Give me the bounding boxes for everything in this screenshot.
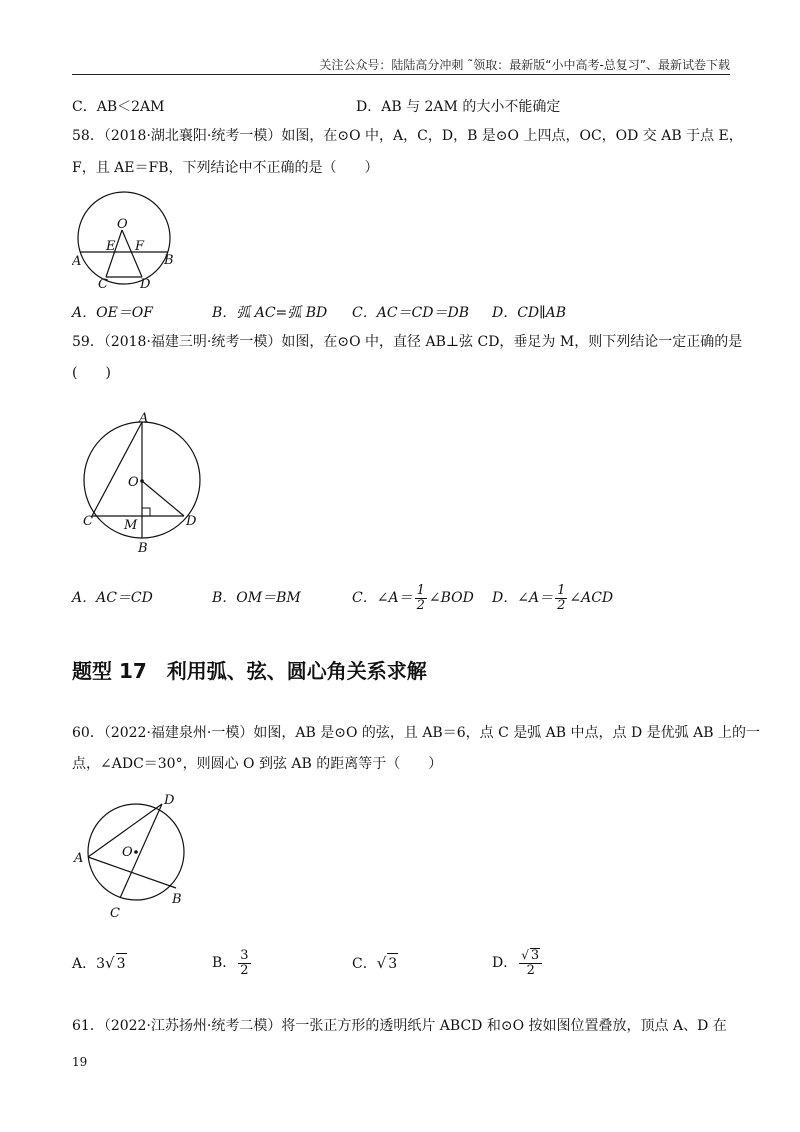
q58-source: （2018·湖北襄阳·统考一模） <box>103 128 282 144</box>
q59-text-1: 如图，在⊙O 中，直径 AB⊥弦 CD，垂足为 M，则下列结论一定正确的是 <box>281 334 743 350</box>
q60-option-d-fraction: $\frac{√ 3}{2}$ <box>519 948 542 978</box>
q58-option-c: C．AC＝CD＝DB <box>352 305 469 321</box>
q61-source: （2022·江苏扬州·统考二模） <box>103 1018 282 1034</box>
header-rule <box>72 74 730 75</box>
q59-stem-line1 <box>72 332 742 352</box>
q60-label-a: A <box>74 851 84 866</box>
q59-option-c-fraction: $\frac{1}{2}$ <box>416 582 425 613</box>
q60-stem-line2: 点，∠ADC＝30°，则圆心 O 到弦 AB 的距离等于（ ） <box>72 756 443 772</box>
q59-figure <box>80 408 210 556</box>
q58-label-d: D <box>140 277 151 292</box>
q60-number: 60． <box>72 725 104 741</box>
q59-option-b: B．OM＝BM <box>212 590 301 606</box>
q59-label-d: D <box>186 514 197 529</box>
q58-label-e: E <box>106 239 116 254</box>
q60-label-c: C <box>110 906 120 920</box>
q60-option-b-fraction: $\frac{3}{2}$ <box>240 947 249 978</box>
q60-source: （2022·福建泉州·一模） <box>103 725 254 741</box>
q58-label-f: F <box>135 239 145 254</box>
q60-option-b: B． $\frac{3}{2}$ <box>212 947 249 978</box>
q58-label-o: O <box>117 217 128 232</box>
q61-number: 61． <box>72 1018 104 1034</box>
q59-label-a: A <box>139 411 149 426</box>
q60-option-d: D． $\frac{√ 3}{2}$ <box>492 941 544 985</box>
q58-option-d: D．CD∥AB <box>492 305 567 321</box>
q59-option-d-fraction: $\frac{1}{2}$ <box>557 582 566 613</box>
q60-stem-line1 <box>72 723 760 743</box>
q60-figure <box>70 790 200 920</box>
q61-text-1: 将一张正方形的透明纸片 ABCD 和⊙O 按如图位置叠放，顶点 A、D 在 <box>281 1018 727 1034</box>
q60-label-d: D <box>164 793 175 808</box>
q60-label-o: O <box>122 845 133 860</box>
q58-stem-line2: F，且 AE＝FB，下列结论中不正确的是（ ） <box>72 160 379 176</box>
page-number: 19 <box>72 1055 88 1069</box>
q60-label-b: B <box>172 892 182 907</box>
q59-source: （2018·福建三明·统考一模） <box>103 334 282 350</box>
q58-number: 58． <box>72 128 104 144</box>
q58-option-a: A．OE＝OF <box>72 305 153 321</box>
q59-option-d: D．∠A＝ $\frac{1}{2}$ ∠ACD <box>492 582 614 613</box>
q59-stem-line2: ( ) <box>72 365 111 381</box>
q57-option-c: C．AB＜2AM <box>72 99 165 115</box>
q58-label-c: C <box>98 277 108 292</box>
q59-number: 59． <box>72 334 104 350</box>
q57-option-d: D．AB 与 2AM 的大小不能确定 <box>356 99 561 115</box>
q60-text-1: 如图，AB 是⊙O 的弦，且 AB＝6，点 C 是弧 AB 中点，点 D 是优弧 AB 上的一 <box>253 725 760 741</box>
section-title: 题型 17 利用弧、弦、圆心角关系求解 <box>72 659 427 683</box>
q59-option-a: A．AC＝CD <box>72 590 153 606</box>
q58-option-b: B．弧 AC=弧 BD <box>212 305 328 321</box>
q58-stem-line1 <box>72 126 743 146</box>
q58-label-b: B <box>164 253 174 268</box>
page-header: 关注公众号：陆陆高分冲刺 ˜领取：最新版“小中高考-总复习”、最新试卷下载 <box>319 58 730 72</box>
q59-label-m: M <box>124 518 138 533</box>
q60-option-c: C．√ 3 <box>352 954 398 972</box>
q59-label-b: B <box>138 541 148 556</box>
q58-text-1: 如图，在⊙O 中，A，C，D，B 是⊙O 上四点，OC，OD 交 AB 于点 E， <box>281 128 743 144</box>
q59-label-o: O <box>128 475 139 490</box>
q61-stem-line1 <box>72 1016 727 1036</box>
q60-option-a: A．3√ 3 <box>72 954 126 972</box>
q59-label-c: C <box>83 514 93 529</box>
q58-label-a: A <box>72 254 82 269</box>
q58-figure <box>72 186 182 294</box>
q59-option-c: C．∠A＝ $\frac{1}{2}$ ∠BOD <box>352 582 474 613</box>
